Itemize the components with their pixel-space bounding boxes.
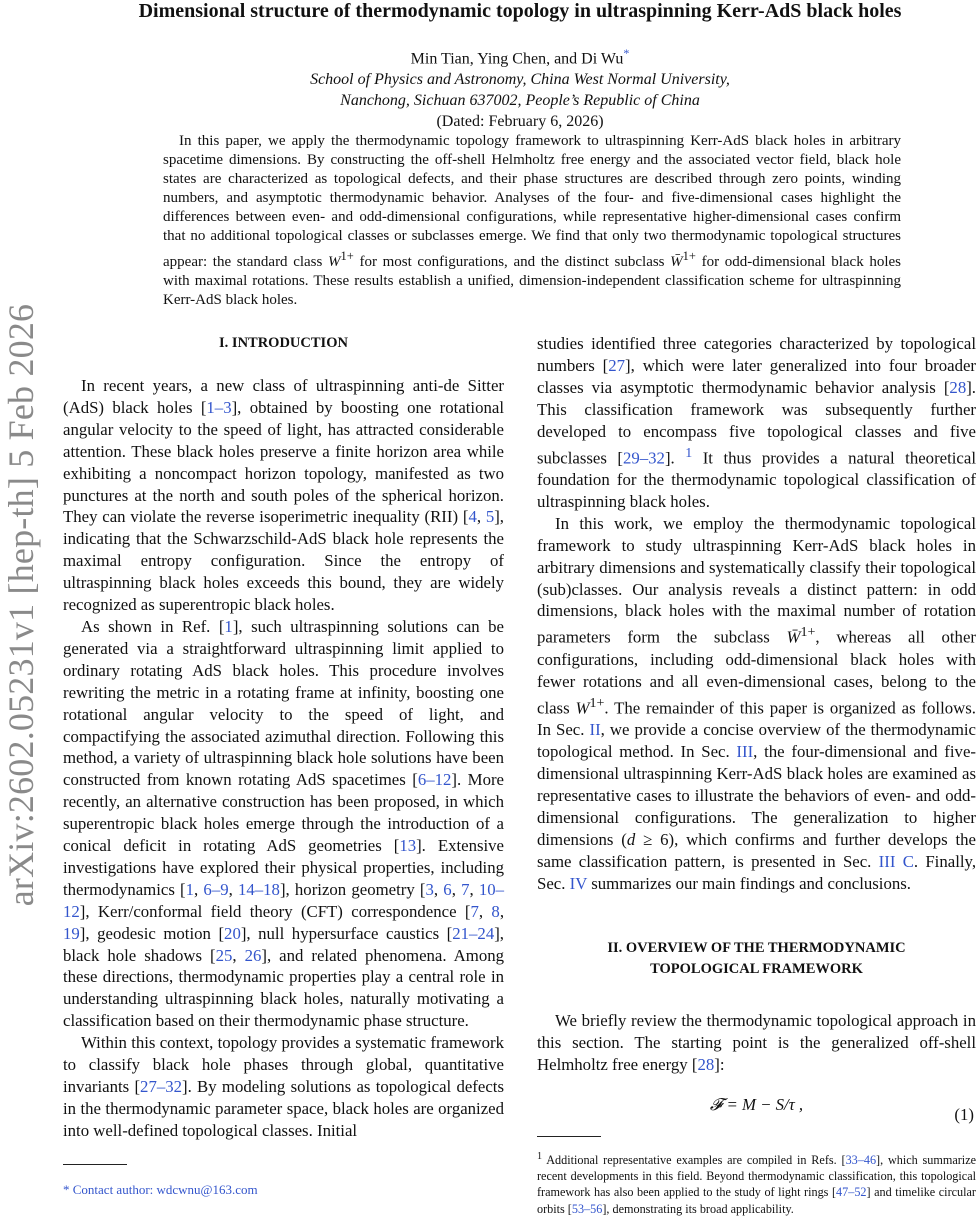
affiliation-line-1: School of Physics and Astronomy, China West Normal University,	[310, 71, 730, 89]
affiliation-line-2: Nanchong, Sichuan 637002, People’s Republic of China	[340, 92, 700, 110]
intro-paragraph-3: Within this context, topology provides a systematic framework to classify black hole phases through global, quantitative invariants [27–32]. By modeling solutions as topological defects in the thermodynamic parameter space, black holes are organized into well-defined topological classes. Initial	[63, 1033, 504, 1140]
footnote-mark: 1	[537, 1151, 543, 1163]
intro-paragraph-2: As shown in Ref. [1], such ultraspinning solutions can be generated via a straightforward ultraspinning limit applied to ordinary rotating AdS black holes. This procedure involves rewriting the metric in a rotating frame at infinity, boosting one rotational angular velocity to the speed of light, and compactifying the associated azimuthal direction. Following this method, a variety of ultraspinning black hole solutions have been constructed from known rotating AdS spacetimes [6–12]. More recently, an alternative construction has been proposed, in which superentropic black holes emerge through the introduction of a conical deficit in rotating AdS geometries [13]. Extensive investigations have explored their physical properties, including thermodynamics [1, 6–9, 14–18], horizon geometry [3, 6, 7, 10–12], Kerr/conformal field theory (CFT) correspondence [7, 8, 19], geodesic motion [20], null hypersurface caustics [21–24], black hole shadows [25, 26], and related phenomena. Among these directions, thermodynamic properties play a central role in understanding ultraspinning black holes, naturally motivating a classification based on their thermodynamic phase structure.	[63, 616, 505, 1031]
section-2-heading-line-2: TOPOLOGICAL FRAMEWORK	[650, 961, 863, 978]
contact-label: Contact author:	[72, 1182, 154, 1197]
author-names: Min Tian, Ying Chen, and Di Wu	[410, 50, 624, 68]
contact-footnote: * Contact author: wdcwnu@163.com	[63, 1182, 258, 1197]
intro-paragraph-1: In recent years, a new class of ultraspinning anti-de Sitter (AdS) black holes [1–3], obtained by boosting one rotational angular velocity to the speed of light, has attracted considerable attention. These black holes preserve a finite horizon area while exhibiting a noncompact horizon topology, manifested as two punctures at the north and south poles of the spherical horizon. They can violate the reverse isoperimetric inequality (RII) [4, 5], indicating that the Schwarzschild-AdS black hole represents the maximal entropy configuration. Since the entropy of ultraspinning black holes exceeds this bound, they are widely recognized as superentropic black holes.	[63, 376, 505, 615]
equation-1	[537, 1094, 976, 1136]
footnote-1: $^1$ Additional representative examples are compiled in Refs. [33–46], which summarize recent developments in this field. Beyond thermodynamic classification, this topological framework has also been applied to the study of light rings [47–52] and timelike circular orbits [53–56], demonstrating its broad applicability.	[537, 1151, 977, 1216]
section-2-heading-line-1: II. OVERVIEW OF THE THERMODYNAMIC	[607, 940, 906, 957]
intro-paragraph-4: In this work, we employ the thermodynamic topological framework to study ultraspinning Kerr-AdS black holes in arbitrary dimensions and systematically classify their topological (sub)classes. Our analysis reveals a distinct pattern: in odd dimensions, black holes with the maximal number of rotation parameters form the subclass W̄$^{1+}$, whereas all other configurations, including odd-dimensional black holes with fewer rotations and all even-dimensional cases, belong to the class $W^{1+}$. The remainder of this paper is organized as follows. In Sec. II, we provide a concise overview of the thermodynamic topological method. In Sec. III, the four-dimensional and five-dimensional ultraspinning Kerr-AdS black holes are examined as representative cases to illustrate the behaviors of even- and odd-dimensional configurations. The generalization to higher dimensions (d ≥ 6), which confirms and further develops the same classification pattern, is presented in Sec. III C. Finally, Sec. IV summarizes our main findings and conclusions.	[537, 513, 977, 893]
abstract: In this paper, we apply the thermodynamic topology framework to ultraspinning Kerr-AdS black holes in arbitrary spacetime dimensions. By constructing the off-shell Helmholtz free energy and the associated vector field, black hole states are characterized as topological defects, and their phase structures are described through zero points, winding numbers, and asymptotic thermodynamic behavior. Analyses of the four- and five-dimensional cases highlight the differences between even- and odd-dimensional configurations, while representative higher-dimensional cases confirm that no additional topological classes or subclasses emerge. We find that only two thermodynamic topological structures appear: the standard class $W^{1+}$ for most configurations, and the distinct subclass W̄$^{1+}$ for odd-dimensional black holes with maximal rotations. These results establish a unified, dimension-independent classification scheme for ultraspinning Kerr-AdS black holes.	[163, 133, 902, 308]
date-line: (Dated: February 6, 2026)	[436, 113, 604, 131]
author-block	[60, 43, 977, 132]
section-1-heading: I. INTRODUCTION	[219, 335, 348, 351]
contact-email-link[interactable]: wdcwnu@163.com	[156, 1182, 258, 1197]
equation-number: (1)	[954, 1105, 974, 1125]
left-column	[63, 333, 504, 1165]
footnote-rule-left	[63, 1164, 127, 1165]
intro-paragraph-3-cont: studies identified three categories characterized by topological numbers [27], which were later generalized into four broader classes via asymptotic thermodynamic behavior analysis [28]. This classification framework was subsequently further developed to encompass five topological classes and five subclasses [29–32]. $^1$ It thus provides a natural theoretical foundation for the thermodynamic topological classification of ultraspinning black holes.	[537, 334, 977, 511]
overview-paragraph: We briefly review the thermodynamic topological approach in this section. The starting point is the generalized off-shell Helmholtz free energy [28]:	[537, 1011, 976, 1075]
right-column	[537, 333, 976, 1217]
paper-title: Dimensional structure of thermodynamic topology in ultraspinning Kerr-AdS black holes	[138, 0, 902, 22]
arxiv-stamp: arXiv:2602.05231v1 [hep-th] 5 Feb 2026	[1, 303, 41, 907]
author-mark[interactable]: *	[623, 46, 630, 60]
equation-body: 𝓕 = M − S/τ ,	[709, 1095, 804, 1115]
